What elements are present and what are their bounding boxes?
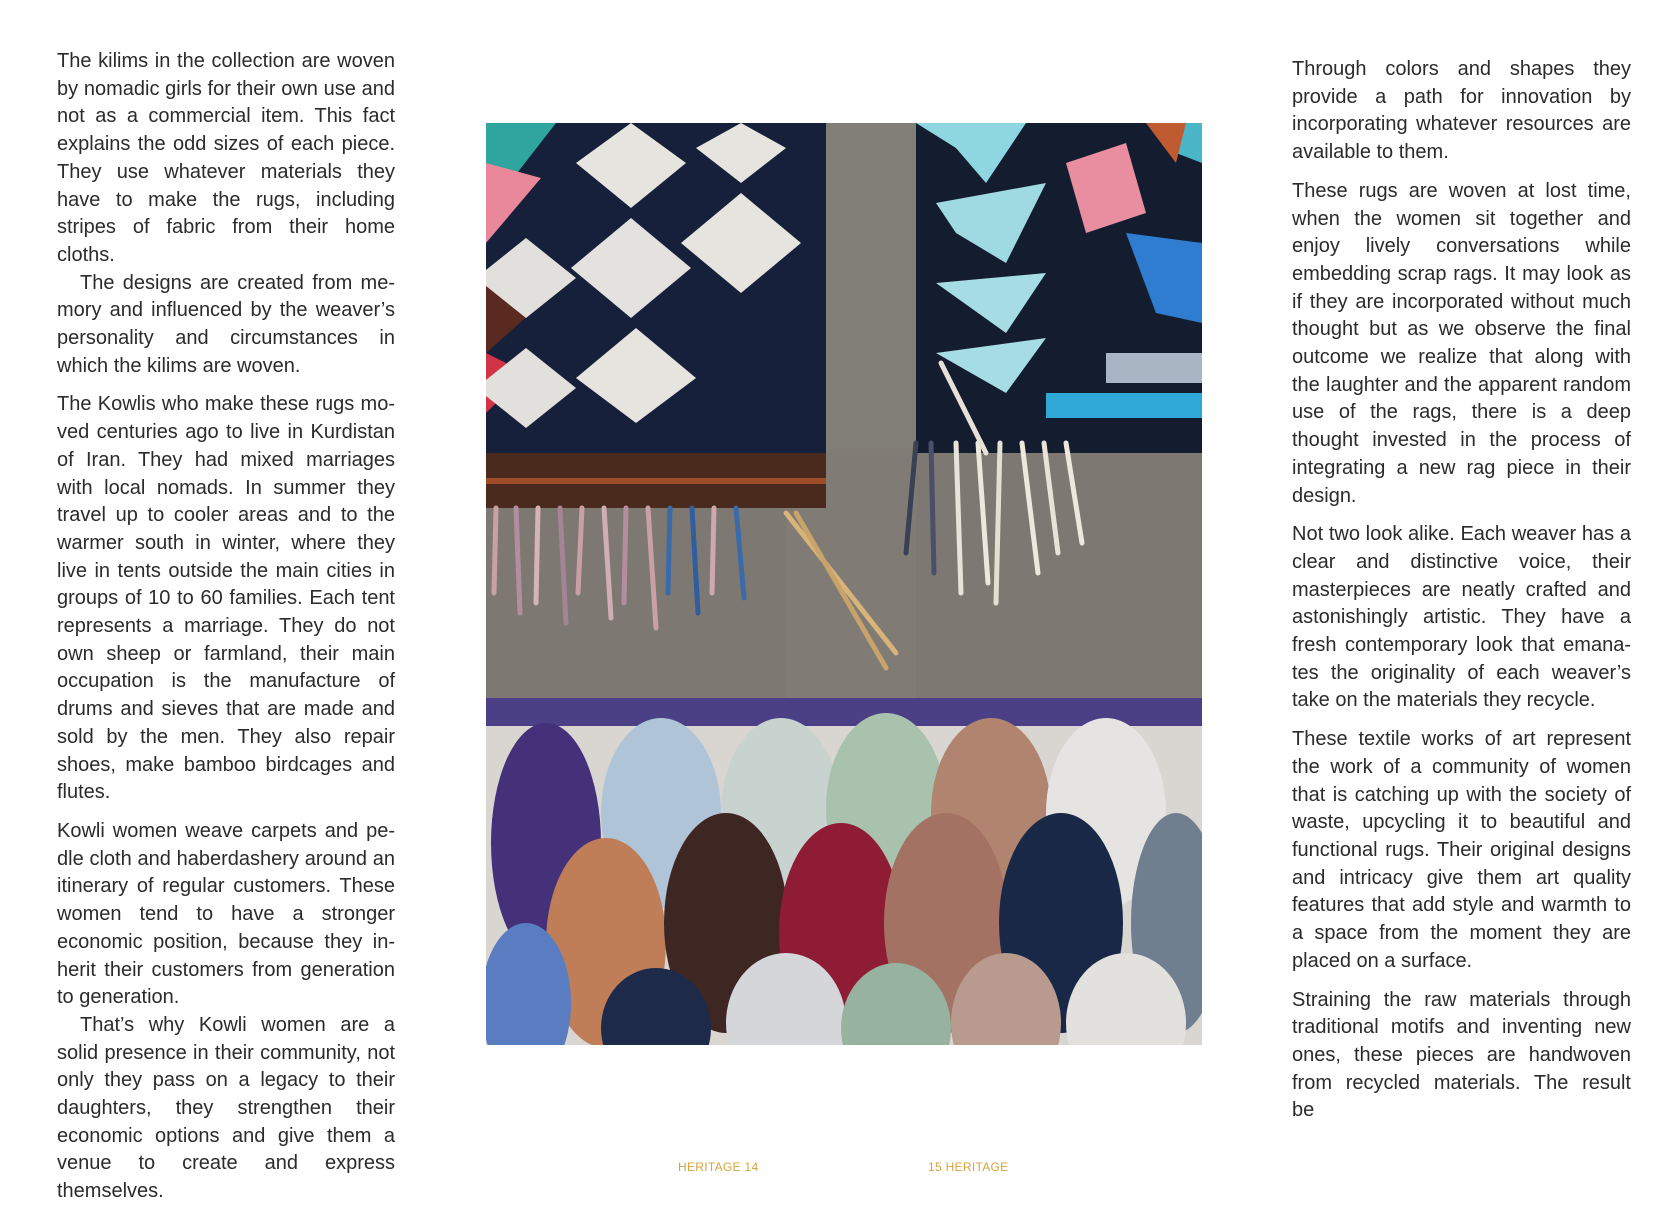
right-paragraph-2: These rugs are woven at lost time, when the women sit together and enjoy lively conversations while embedding scrap rags. It may look as if they are incorporated without much thought but as we observe the final outcome we realize that along with the laughter and the apparent random use of the rags, there is a deep thought invested in the process of integrating a new rag piece in their design. [1292,179,1631,507]
left-paragraph-1: The kilims in the collection are woven by nomadic girls for their own use and not as a commercial item. This fact explains the odd sizes of each piece. They use whatever materials they have to make the rugs, including stripes of fabric from their home cloths. [57,50,395,266]
left-paragraph-3: The Kowlis who make these rugs moved centuries ago to live in Kurdistan of Iran. They had mixed marriages with local nomads. In summer they travel up to cooler areas and to the warmer south in winter, where they live in tents outside the main cities in groups of 10 to 60 families. Each tent represents a marriage. They do not own sheep or farmland, their main occupation is the manufacture of drums and sieves that are made and sold by the men. They also repair shoes, make bamboo birdcages and flutes. [57,393,395,804]
left-paragraph-2: The designs are created from memory and influenced by the weaver’s personality and circumstances in which the kilims are woven. [57,271,395,377]
left-paragraph-5: That’s why Kowli women are a solid presence in their community, not only they pass on a legacy to their daughters, they strengthen their economic options and give them a venue to create and express themselves. [57,1013,395,1203]
right-paragraph-3: Not two look alike. Each weaver has a clear and distinctive voice, their masterpieces are neatly crafted and astonishingly artistic. They have a fresh contemporary look that emanates the originality of each weaver’s take on the materials they recycle. [1292,523,1631,712]
right-paragraph-5: Straining the raw materials through traditional motifs and inventing new ones, these pieces are handwoven from recycled materials. The result be [1292,988,1631,1122]
left-text-column [57,48,395,1217]
left-paragraph-4: Kowli women weave carpets and pedle cloth and haberdashery around an itinerary of regular customers. These women tend to have a stronger economic position, because they inherit their customers from generation to generation. [57,819,395,1009]
right-paragraph-1: Through colors and shapes they provide a path for innovation by incorporating whatever resources are available to them. [1292,58,1631,164]
right-text-column [1292,56,1631,1136]
kilim-rugs-photo [486,123,1202,1045]
folio-left: HERITAGE 14 [678,1160,759,1174]
folio-right: 15 HERITAGE [928,1160,1009,1174]
right-paragraph-4: These textile works of art represent the work of a community of women that is catching up with the society of waste, upcycling it to beautiful and functional rugs. Their original designs and intricacy give them art quality features that add style and warmth to a space from the moment they are placed on a surface. [1292,728,1631,972]
